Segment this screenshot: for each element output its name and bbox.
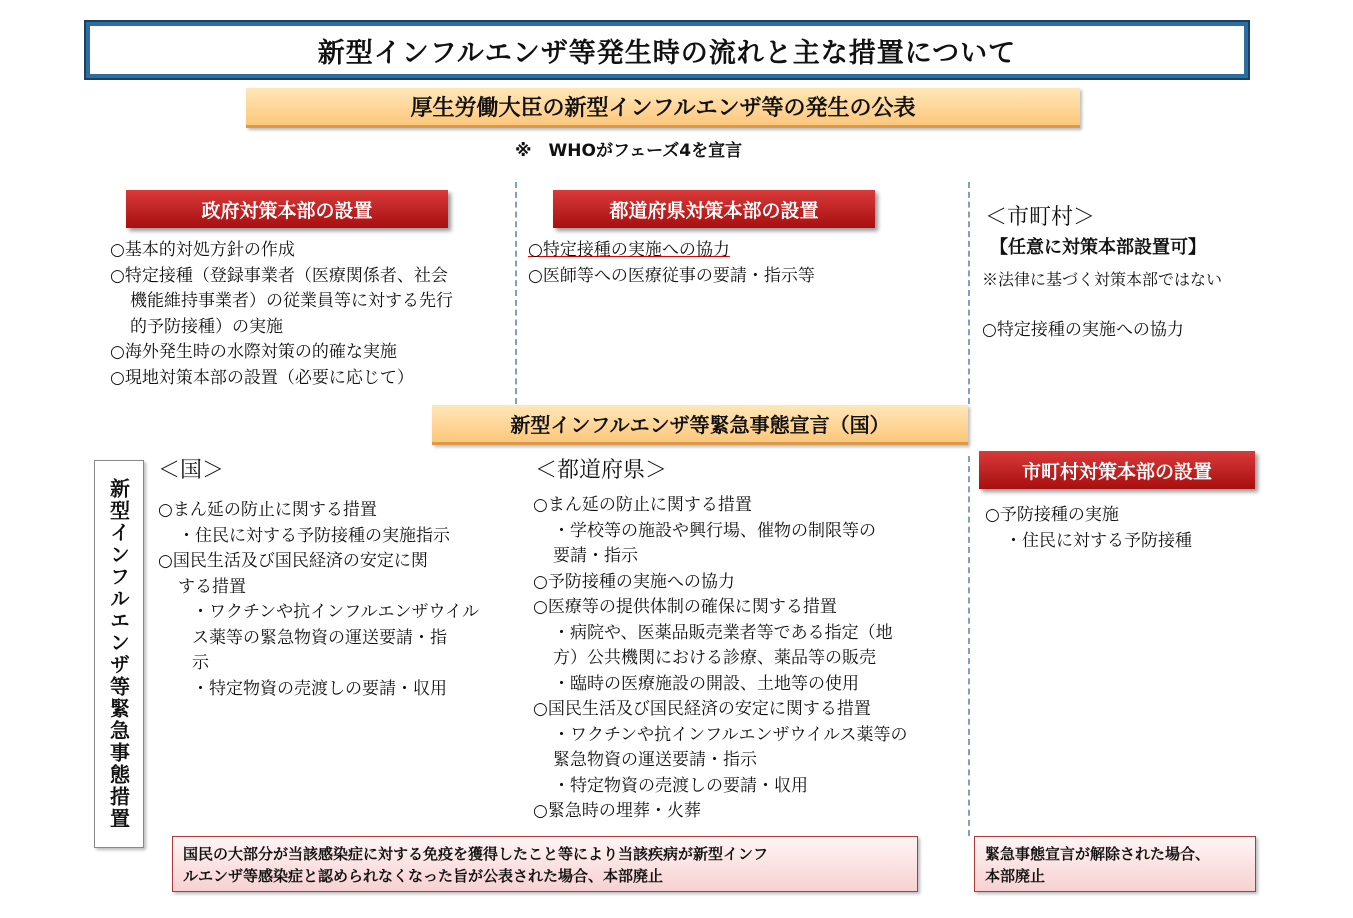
prefecture-measure-line: ・学校等の施設や興行場、催物の制限等の [553, 520, 876, 541]
divider-lower-right [968, 456, 970, 836]
national-measure-line: ○国民生活及び国民経済の安定に関 [158, 551, 428, 571]
announcement-banner: 厚生労働大臣の新型インフルエンザ等の発生の公表 [246, 88, 1080, 128]
government-header: 政府対策本部の設置 [126, 190, 448, 228]
prefecture-item-text: ○特定接種の実施への協力 [528, 240, 730, 260]
prefecture-item [528, 238, 815, 264]
abolition-municipality-box [974, 836, 1256, 892]
government-item: ○現地対策本部の設置（必要に応じて） [110, 367, 414, 388]
prefecture-items [528, 238, 815, 289]
national-measure-line: ス薬等の緊急物資の運送要請・指 [192, 627, 447, 648]
page-title-frame [84, 20, 1250, 80]
prefecture-measure-line: 方）公共機関における診療、薬品等の販売 [553, 648, 876, 668]
prefecture-header: 都道府県対策本部の設置 [553, 190, 875, 228]
municipality-item: ○特定接種の実施への協力 [982, 320, 1184, 340]
prefecture-measure-line: 要請・指示 [553, 546, 638, 566]
municipality-note: ※法律に基づく対策本部ではない [982, 270, 1223, 289]
page-title: 新型インフルエンザ等発生時の流れと主な措置について [90, 26, 1244, 74]
government-item: 的予防接種）の実施 [130, 316, 283, 337]
prefecture-item: ○医師等への医療従事の要請・指示等 [528, 265, 815, 286]
government-item: ○海外発生時の水際対策の的確な実施 [110, 342, 397, 362]
national-measures-list [158, 498, 479, 702]
municipality-measures-list [985, 503, 1192, 554]
prefecture-measure-line: 緊急物資の運送要請・指示 [553, 750, 757, 770]
government-item: ○基本的対処方針の作成 [110, 240, 295, 260]
prefecture-measures-list [533, 493, 907, 825]
abolition-national-box [172, 836, 918, 892]
prefecture-measure-line: ・特定物資の売渡しの要請・収用 [553, 775, 808, 796]
municipality-measure-line: ○予防接種の実施 [985, 505, 1119, 525]
national-measure-line: ○まん延の防止に関する措置 [158, 500, 377, 520]
prefecture-measure-line: ○国民生活及び国民経済の安定に関する措置 [533, 699, 871, 719]
municipality-measures-header: 市町村対策本部の設置 [979, 451, 1255, 489]
national-measure-line: 示 [192, 653, 209, 673]
divider-upper-right [968, 182, 970, 404]
prefecture-measure-line: ・臨時の医療施設の開設、土地等の使用 [553, 673, 859, 694]
national-measure-line: ・特定物資の売渡しの要請・収用 [192, 678, 447, 699]
national-heading: ＜国＞ [158, 458, 225, 483]
abolition-municipality-line: 本部廃止 [985, 867, 1046, 885]
government-items [110, 238, 453, 391]
prefecture-measure-line: ○緊急時の埋葬・火葬 [533, 801, 701, 821]
announcement-note: ※ WHOがフェーズ4を宣言 [515, 141, 743, 161]
municipality-measure-line: ・住民に対する予防接種 [1005, 530, 1192, 551]
prefecture-measure-line: ○まん延の防止に関する措置 [533, 495, 752, 515]
abolition-municipality-line: 緊急事態宣言が解除された場合、 [985, 845, 1211, 863]
vertical-label: 新型インフルエンザ等緊急事態措置 [106, 478, 131, 830]
national-measure-line: ・住民に対する予防接種の実施指示 [178, 525, 450, 546]
vertical-label-box [94, 460, 144, 848]
abolition-national-line: ルエンザ等感染症と認められなくなった旨が公表された場合、本部廃止 [183, 867, 664, 885]
prefecture-measure-line: ・病院や、医薬品販売業者等である指定（地 [553, 622, 893, 643]
prefecture-measure-line: ・ワクチンや抗インフルエンザウイルス薬等の [553, 724, 908, 745]
emergency-declaration-banner: 新型インフルエンザ等緊急事態宣言（国） [432, 405, 968, 445]
municipality-subheading: 【任意に対策本部設置可】 [990, 237, 1206, 258]
national-measure-line: ・ワクチンや抗インフルエンザウイル [192, 602, 479, 622]
municipality-heading: ＜市町村＞ [985, 205, 1096, 230]
national-measure-line: する措置 [178, 576, 246, 597]
government-item: 機能維持事業者）の従業員等に対する先行 [130, 291, 453, 311]
prefecture-measure-line: ○医療等の提供体制の確保に関する措置 [533, 597, 837, 617]
abolition-national-line: 国民の大部分が当該感染症に対する免疫を獲得したこと等により当該疾病が新型インフ [183, 845, 769, 863]
government-item: ○特定接種（登録事業者（医療関係者、社会 [110, 265, 448, 286]
prefecture-measures-heading: ＜都道府県＞ [535, 458, 668, 483]
divider-upper-left [515, 182, 517, 404]
prefecture-measure-line: ○予防接種の実施への協力 [533, 571, 735, 592]
